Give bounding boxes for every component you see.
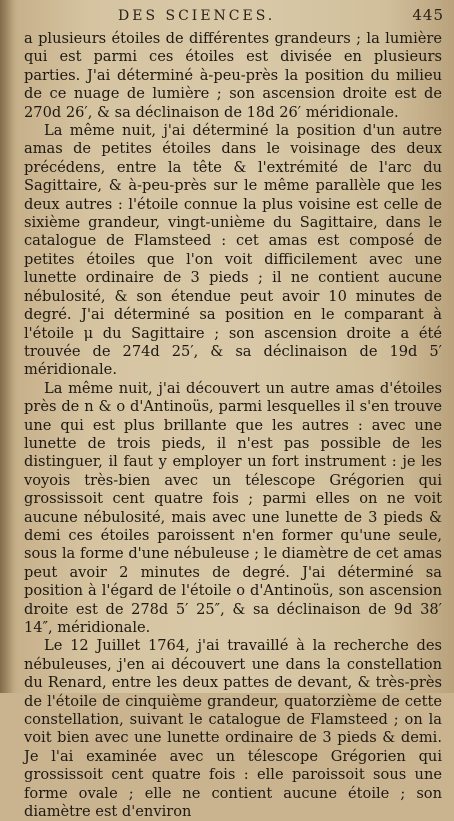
page-body	[24, 30, 442, 821]
running-title: DES SCIENCES.	[118, 8, 276, 24]
paragraph-3: La même nuit, j'ai découvert un autre amas d'étoiles près de n & o d'Antinoüs, parmi lesquelles il s'en trouve une qui est plus brillante que les autres : avec une lunette de trois pieds, il n'est pas possible de les distinguer, il faut y employer un fort instrument : je les voyois très-bien avec un télescope Grégorien qui grossissoit cent quatre fois ; parmi elles on ne voit aucune nébulosité, mais avec une lunette de 3 pieds & demi ces étoiles paroissent n'en former qu'une seule, sous la forme d'une nébuleuse ; le diamètre de cet amas peut avoir 2 minutes de degré. J'ai déterminé sa position à l'égard de l'étoile o d'Antinoüs, son ascension droite est de 278d 5′ 25″, & sa déclinaison de 9d 38′ 14″, méridionale.	[24, 379, 442, 636]
page-header	[118, 6, 444, 28]
paragraph-2: La même nuit, j'ai déterminé la position d'un autre amas de petites étoiles dans le voisinage des deux précédens, entre la tête & l'extrémité de l'arc du Sagittaire, & à-peu-près sur le même parallèle que les deux autres : l'étoile connue la plus voisine est celle de sixième grandeur, vingt-unième du Sagittaire, dans le catalogue de Flamsteed : cet amas est composé de petites étoiles que l'on voit difficilement avec une lunette ordinaire de 3 pieds ; il ne contient aucune nébulosité, & son étendue peut avoir 10 minutes de degré. J'ai déterminé sa position en le comparant à l'étoile μ du Sagittaire ; son ascension droite a été trouvée de 274d 25′, & sa déclinaison de 19d 5′ méridionale.	[24, 122, 442, 379]
page-gutter-shadow	[0, 0, 14, 693]
page-number: 445	[412, 6, 444, 24]
paragraph-4: Le 12 Juillet 1764, j'ai travaillé à la recherche des nébuleuses, j'en ai découvert une dans la constellation du Renard, entre les deux pattes de devant, & très-près de l'étoile de cinquième grandeur, quatorzième de cette constellation, suivant le catalogue de Flamsteed ; on la voit bien avec une lunette ordinaire de 3 pieds & demi. Je l'ai examinée avec un télescope Grégorien qui grossissoit cent quatre fois : elle paroissoit sous une forme ovale ; elle ne contient aucune étoile ; son diamètre est d'environ	[24, 637, 442, 821]
paragraph-1: a plusieurs étoiles de différentes grandeurs ; la lumière qui est parmi ces étoiles est divisée en plusieurs parties. J'ai déterminé à-peu-près la position du milieu de ce nuage de lumière ; son ascension droite est de 270d 26′, & sa déclinaison de 18d 26′ méridionale.	[24, 30, 442, 121]
